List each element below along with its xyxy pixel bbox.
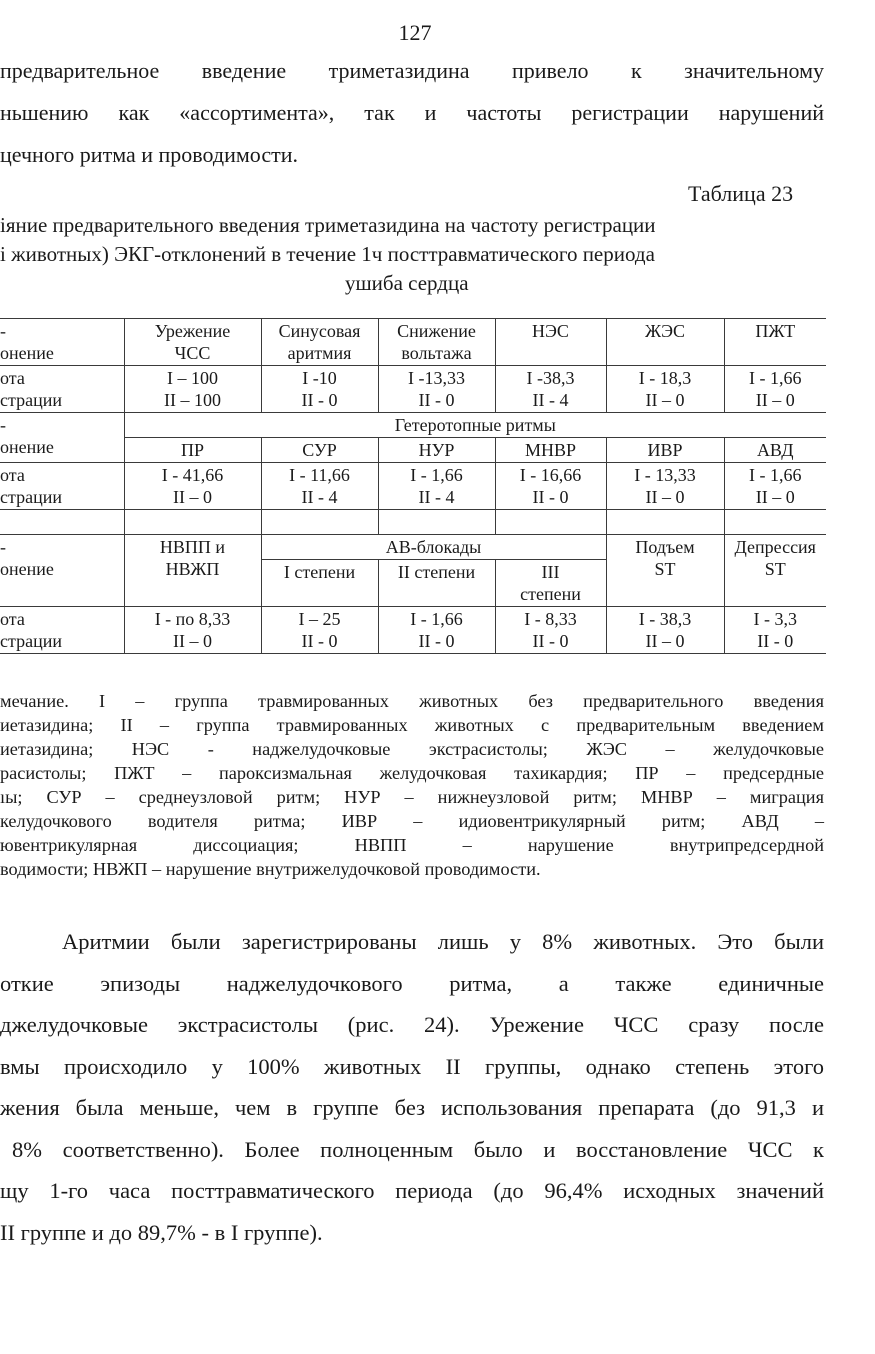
table-caption-line: ушиба сердца: [345, 271, 469, 295]
note-line: водимости; НВЖП – нарушение внутрижелудочковой проводимости.: [0, 859, 541, 879]
table-row-label: ота страции: [0, 366, 124, 413]
table-header-cell: ИВР: [606, 438, 724, 463]
table-header-cell: Урежение ЧСС: [124, 319, 261, 366]
note-line: ıы; СУР – среднеузловой ритм; НУР – нижнеузловой ритм; МНВР – миграция: [0, 787, 824, 807]
table-cell: I - 38,3 II – 0: [606, 607, 724, 654]
table-header-cell: Синусовая аритмия: [261, 319, 378, 366]
table-header-row: [0, 438, 826, 463]
body-line: откие эпизоды наджелудочкового ритма, а также единичные: [0, 970, 824, 996]
table-cell: I - 16,66 II - 0: [495, 463, 606, 510]
table-header-cell: НЭС: [495, 319, 606, 366]
table-cell: I - 1,66 II – 0: [724, 366, 826, 413]
body-paragraph: [0, 921, 824, 1253]
table-header-cell: МНВР: [495, 438, 606, 463]
table-group-header: Гетеротопные ритмы: [124, 413, 826, 438]
body-line: Аритмии были зарегистрированы лишь у 8% животных. Это были: [62, 929, 824, 954]
note-line: мечание. I – группа травмированных животных без предварительного введения: [0, 691, 824, 711]
table-row-label: - онение: [0, 413, 124, 463]
table-cell: I - 1,66 II - 4: [378, 463, 495, 510]
table-row-label: - онение: [0, 535, 124, 607]
table-header-cell: АВД: [724, 438, 826, 463]
table-cell: I - 18,3 II – 0: [606, 366, 724, 413]
table-header-row: [0, 535, 826, 560]
table-row-label: - онение: [0, 319, 124, 366]
table-cell: I - 13,33 II – 0: [606, 463, 724, 510]
intro-line: предварительное введение триметазидина привело к значительному: [0, 58, 824, 83]
body-line: щу 1-го часа посттравматического периода (до 96,4% исходных значений: [0, 1178, 824, 1203]
table-cell: I - 1,66 II – 0: [724, 463, 826, 510]
table-cell: I – 100 II – 100: [124, 366, 261, 413]
table-spacer-row: [0, 510, 826, 535]
table-header-cell: II степени: [378, 560, 495, 607]
table-cell: I -10 II - 0: [261, 366, 378, 413]
table-row-label: ота страции: [0, 607, 124, 654]
table-cell: I - 41,66 II – 0: [124, 463, 261, 510]
table-group-header: АВ-блокады: [261, 535, 606, 560]
table-header-cell: НВПП и НВЖП: [124, 535, 261, 607]
note-line: келудочкового водителя ритма; ИВР – идиовентрикулярный ритм; АВД –: [0, 811, 824, 831]
table-header-cell: Снижение вольтажа: [378, 319, 495, 366]
table-note: [0, 689, 824, 881]
table-cell: I - 3,3 II - 0: [724, 607, 826, 654]
table-cell: I - 11,66 II - 4: [261, 463, 378, 510]
body-line: 8% соответственно). Более полноценным было и восстановление ЧСС к: [12, 1136, 824, 1162]
table-row: [0, 366, 826, 413]
table-cell: I – 25 II - 0: [261, 607, 378, 654]
table-cell: I -38,3 II - 4: [495, 366, 606, 413]
table-cell: I - 8,33 II - 0: [495, 607, 606, 654]
note-line: иетазидина; НЭС - наджелудочковые экстрасистолы; ЖЭС – желудочковые: [0, 739, 824, 759]
note-line: ювентрикулярная диссоциация; НВПП – нарушение внутрипредсердной: [0, 835, 824, 855]
table-cell: I -13,33 II - 0: [378, 366, 495, 413]
table-header-cell: III степени: [495, 560, 606, 607]
table-label: Таблица 23: [688, 181, 794, 206]
intro-line: цечного ритма и проводимости.: [0, 142, 298, 167]
table-header-cell: ПЖТ: [724, 319, 826, 366]
table-row: [0, 463, 826, 510]
note-line: расистолы; ПЖТ – пароксизмальная желудочковая тахикардия; ПР – предсердные: [0, 763, 824, 783]
intro-line: ньшению как «ассортимента», так и частоты регистрации нарушений: [0, 100, 824, 125]
note-line: иетазидина; II – группа травмированных животных с предварительным введением: [0, 715, 824, 735]
table-header-cell: НУР: [378, 438, 495, 463]
table-header-cell: I степени: [261, 560, 378, 607]
body-line: джелудочковые экстрасистолы (рис. 24). Урежение ЧСС сразу после: [0, 1012, 824, 1037]
body-line: жения была меньше, чем в группе без использования препарата (до 91,3 и: [0, 1095, 824, 1120]
table-header-cell: ПР: [124, 438, 261, 463]
table-header-cell: Подъем ST: [606, 535, 724, 607]
body-line: II группе и до 89,7% - в I группе).: [0, 1219, 323, 1245]
table-header-cell: СУР: [261, 438, 378, 463]
page-number: 127: [398, 20, 432, 45]
table-header-row: [0, 413, 826, 438]
table-header-cell: ЖЭС: [606, 319, 724, 366]
table-cell: I - 1,66 II - 0: [378, 607, 495, 654]
table-header-row: [0, 319, 826, 366]
ecg-table: [0, 318, 826, 654]
table-row-label: ота страции: [0, 463, 124, 510]
table-caption-line: і животных) ЭКГ-отклонений в течение 1ч посттравматического периода: [0, 242, 655, 266]
table-caption-line: іяние предварительного введения триметазидина на частоту регистрации: [0, 213, 656, 237]
table-cell: I - по 8,33 II – 0: [124, 607, 261, 654]
body-line: вмы происходило у 100% животных II группы, однако степень этого: [0, 1053, 824, 1079]
table-header-cell: Депрессия ST: [724, 535, 826, 607]
table-row: [0, 607, 826, 654]
